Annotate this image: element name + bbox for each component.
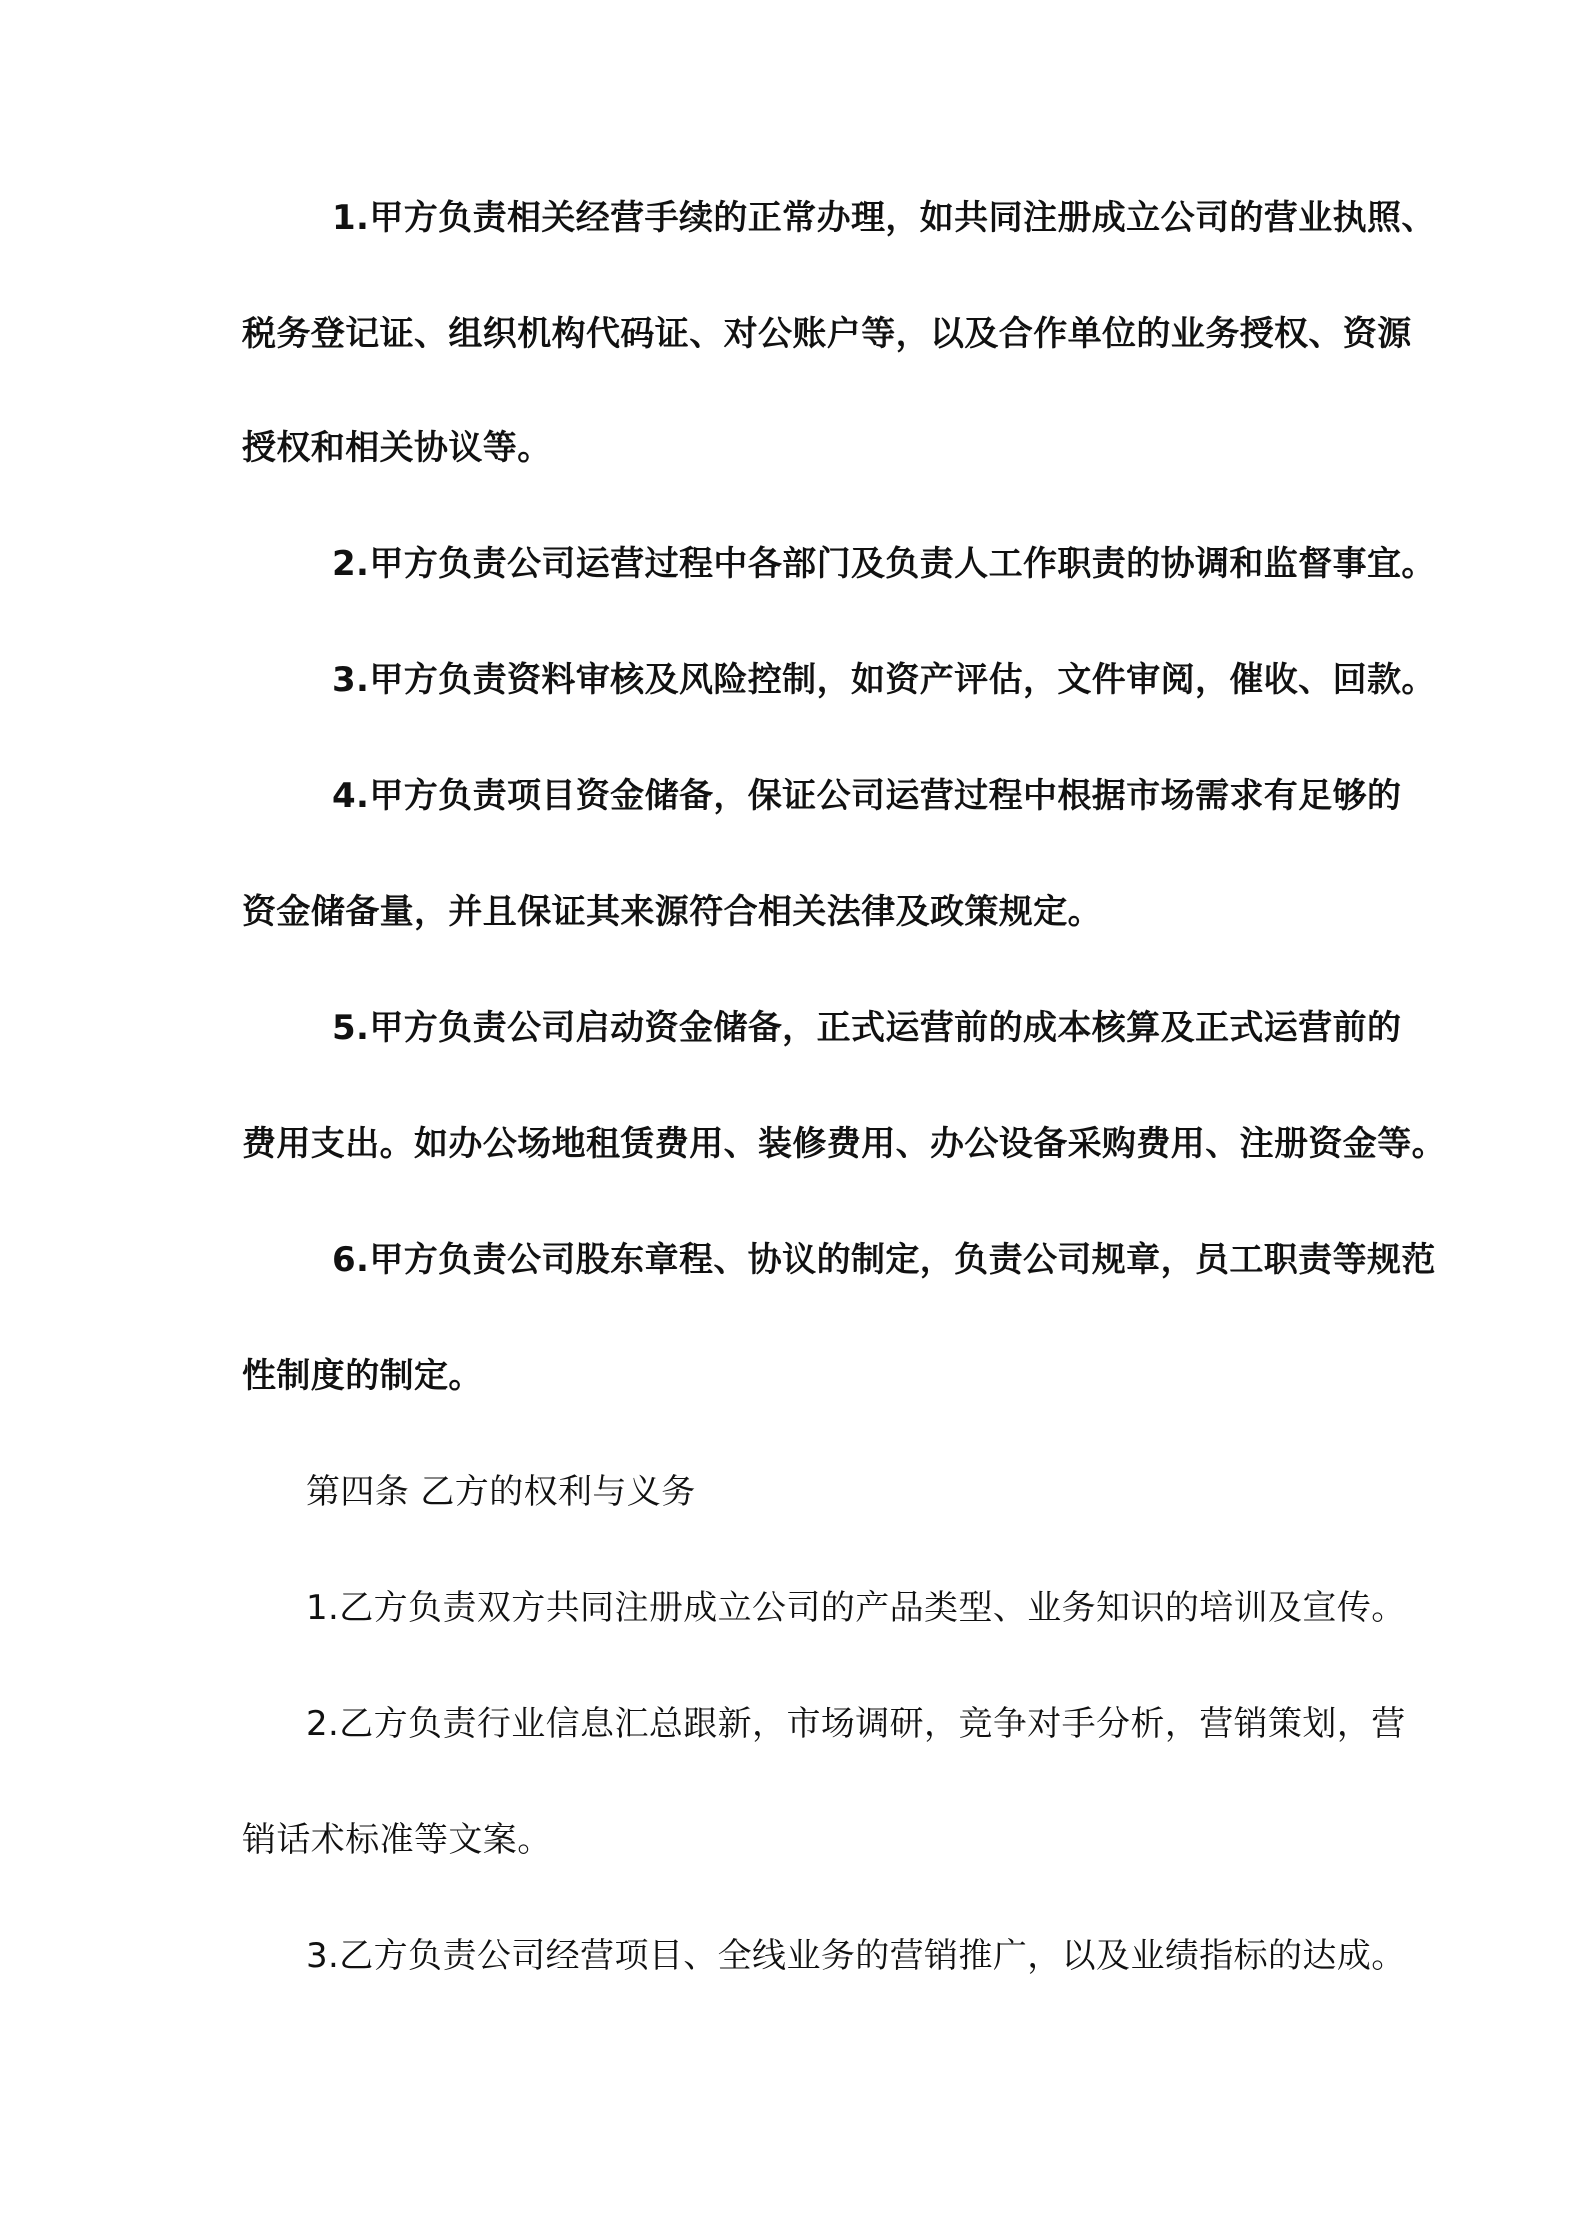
clause-a2-line1: 2.甲方负责公司运营过程中各部门及负责人工作职责的协调和监督事宜。 xyxy=(332,544,1436,584)
clause-a4-line1: 4.甲方负责项目资金储备，保证公司运营过程中根据市场需求有足够的 xyxy=(332,776,1402,816)
clause-a1-line2: 税务登记证、组织机构代码证、对公账户等，以及合作单位的业务授权、资源 xyxy=(242,314,1412,354)
clause-b2-line1: 2.乙方负责行业信息汇总跟新，市场调研，竞争对手分析，营销策划，营 xyxy=(306,1704,1406,1744)
clause-a6-line2: 性制度的制定。 xyxy=(242,1356,483,1396)
clause-a5-line2: 费用支出。如办公场地租赁费用、装修费用、办公设备采购费用、注册资金等。 xyxy=(242,1124,1446,1164)
clause-a3-line1: 3.甲方负责资料审核及风险控制，如资产评估，文件审阅，催收、回款。 xyxy=(332,660,1436,700)
clause-a1-line3: 授权和相关协议等。 xyxy=(242,428,552,468)
clause-b2-line2: 销话术标准等文案。 xyxy=(242,1820,552,1860)
clause-a1-line1: 1.甲方负责相关经营手续的正常办理，如共同注册成立公司的营业执照、 xyxy=(332,198,1436,238)
clause-a6-line1: 6.甲方负责公司股东章程、协议的制定，负责公司规章，员工职责等规范 xyxy=(332,1240,1436,1280)
clause-b3-line1: 3.乙方负责公司经营项目、全线业务的营销推广，以及业绩指标的达成。 xyxy=(306,1936,1406,1976)
section-heading: 第四条 乙方的权利与义务 xyxy=(306,1472,696,1512)
clause-b1-line1: 1.乙方负责双方共同注册成立公司的产品类型、业务知识的培训及宣传。 xyxy=(306,1588,1406,1628)
clause-a4-line2: 资金储备量，并且保证其来源符合相关法律及政策规定。 xyxy=(242,892,1102,932)
clause-a5-line1: 5.甲方负责公司启动资金储备，正式运营前的成本核算及正式运营前的 xyxy=(332,1008,1402,1048)
